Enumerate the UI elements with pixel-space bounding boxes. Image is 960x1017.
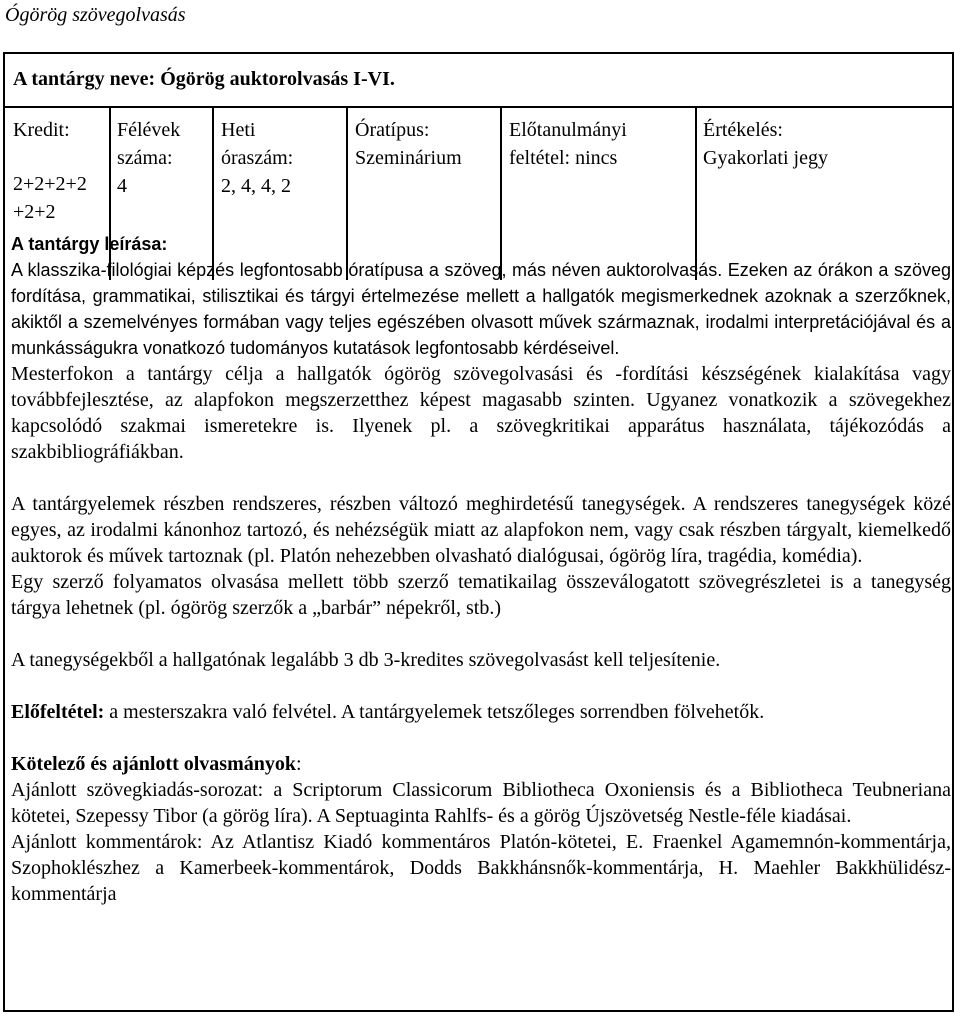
page-header: Ógörög szövegolvasás (5, 4, 186, 26)
elotanulmanyi-value: feltétel: nincs (509, 147, 618, 169)
elotanulmanyi-label: Előtanulmányi (509, 119, 627, 141)
description-paragraph: A tanegységekből a hallgatónak legalább 3 db 3-kredites szövegolvasást kell teljesítenie. (11, 649, 721, 671)
heti-label: Heti óraszám: (221, 119, 294, 169)
oratipus-label: Óratípus: (355, 119, 430, 141)
course-description (11, 231, 951, 907)
readings-paragraph: Ajánlott szövegkiadás-sorozat: a Scriptorum Classicorum Bibliotheca Oxoniensis és a Bibliotheca Teubneriana kötetei, Szepessy Tibor (a görög líra). A Septuaginta Rahlfs- és a görög Újszövetség Nestle-féle kiadásai. (11, 779, 951, 827)
readings-paragraph: Ajánlott kommentárok: Az Atlantisz Kiadó kommentáros Platón-kötetei, E. Fraenkel Agamemnón-kommentárja, Szophoklészhez a Kamerbeek-kommentárok, Dodds Bakkhánsnők-kommentárja, H. Maehler Bakkhülidész-kommentárja (11, 831, 951, 905)
course-title-row (5, 54, 952, 108)
ertekeles-label: Értékelés: (703, 119, 783, 141)
ertekeles-value: Gyakorlati jegy (703, 147, 828, 169)
felevek-value: 4 (117, 175, 127, 197)
description-paragraph: Mesterfokon a tantárgy célja a hallgatók ógörög szövegolvasási és -fordítási készségének kialakítása vagy továbbfejlesztése, az alapfokon megszerzetthez képest magasabb szinten. Ugyanez vonatkozik a szövegekhez kapcsolódó szakmai ismeretekre is. Ilyenek pl. a szövegkritikai apparátus használata, tájékozódás a szakbibliográfiákban. (11, 363, 951, 463)
prerequisite-label: Előfeltétel: (11, 701, 105, 723)
oratipus-value: Szeminárium (355, 147, 462, 169)
prerequisite-text: a mesterszakra való felvétel. A tantárgyelemek tetszőleges sorrendben fölvehetők. (104, 701, 765, 723)
course-title: A tantárgy neve: Ógörög auktorolvasás I-VI. (13, 68, 395, 90)
description-paragraph: A klasszika-filológiai képzés legfontosabb óratípusa a szöveg, más néven auktorolvasás. Ezeken az órákon a szöveg fordítása, grammatikai, stilisztikai és tárgyi értelmezése mellett a hallgatók megismerkednek azoknak a szerzőknek, akiktől a szemelvényes formában vagy teljes egészében olvasott művek származnak, irodalmi interpretációjával és a munkásságukra vonatkozó tudományos kutatások legfontosabb kérdéseivel. (11, 260, 951, 358)
readings-heading-label: Kötelező és ajánlott olvasmányok (11, 753, 296, 775)
description-heading: A tantárgy leírása: (11, 234, 168, 254)
heti-value: 2, 4, 4, 2 (221, 175, 291, 197)
felevek-label: Félévek száma: (117, 119, 181, 169)
kredit-value: 2+2+2+2 +2+2 (13, 173, 87, 223)
readings-heading (11, 751, 951, 777)
course-table (3, 52, 954, 1012)
kredit-label: Kredit: (13, 119, 70, 141)
description-paragraph: Egy szerző folyamatos olvasása mellett több szerző tematikailag összeválogatott szövegrészletei is a tanegység tárgya lehetnek (pl. ógörög szerzők a „barbár” népekről, stb.) (11, 571, 951, 619)
description-paragraph: A tantárgyelemek részben rendszeres, részben változó meghirdetésű tanegységek. A rendszeres tanegységek közé egyes, az irodalmi kánonhoz tartozó, és nehézségük miatt az alapfokon nem, vagy csak részben tárgyalt, kiemelkedő auktorok és művek tartoznak (pl. Platón nehezebben olvasható dialógusai, ógörög líra, tragédia, komédia). (11, 493, 951, 567)
prerequisite (11, 699, 951, 725)
readings-heading-colon: : (295, 753, 302, 775)
